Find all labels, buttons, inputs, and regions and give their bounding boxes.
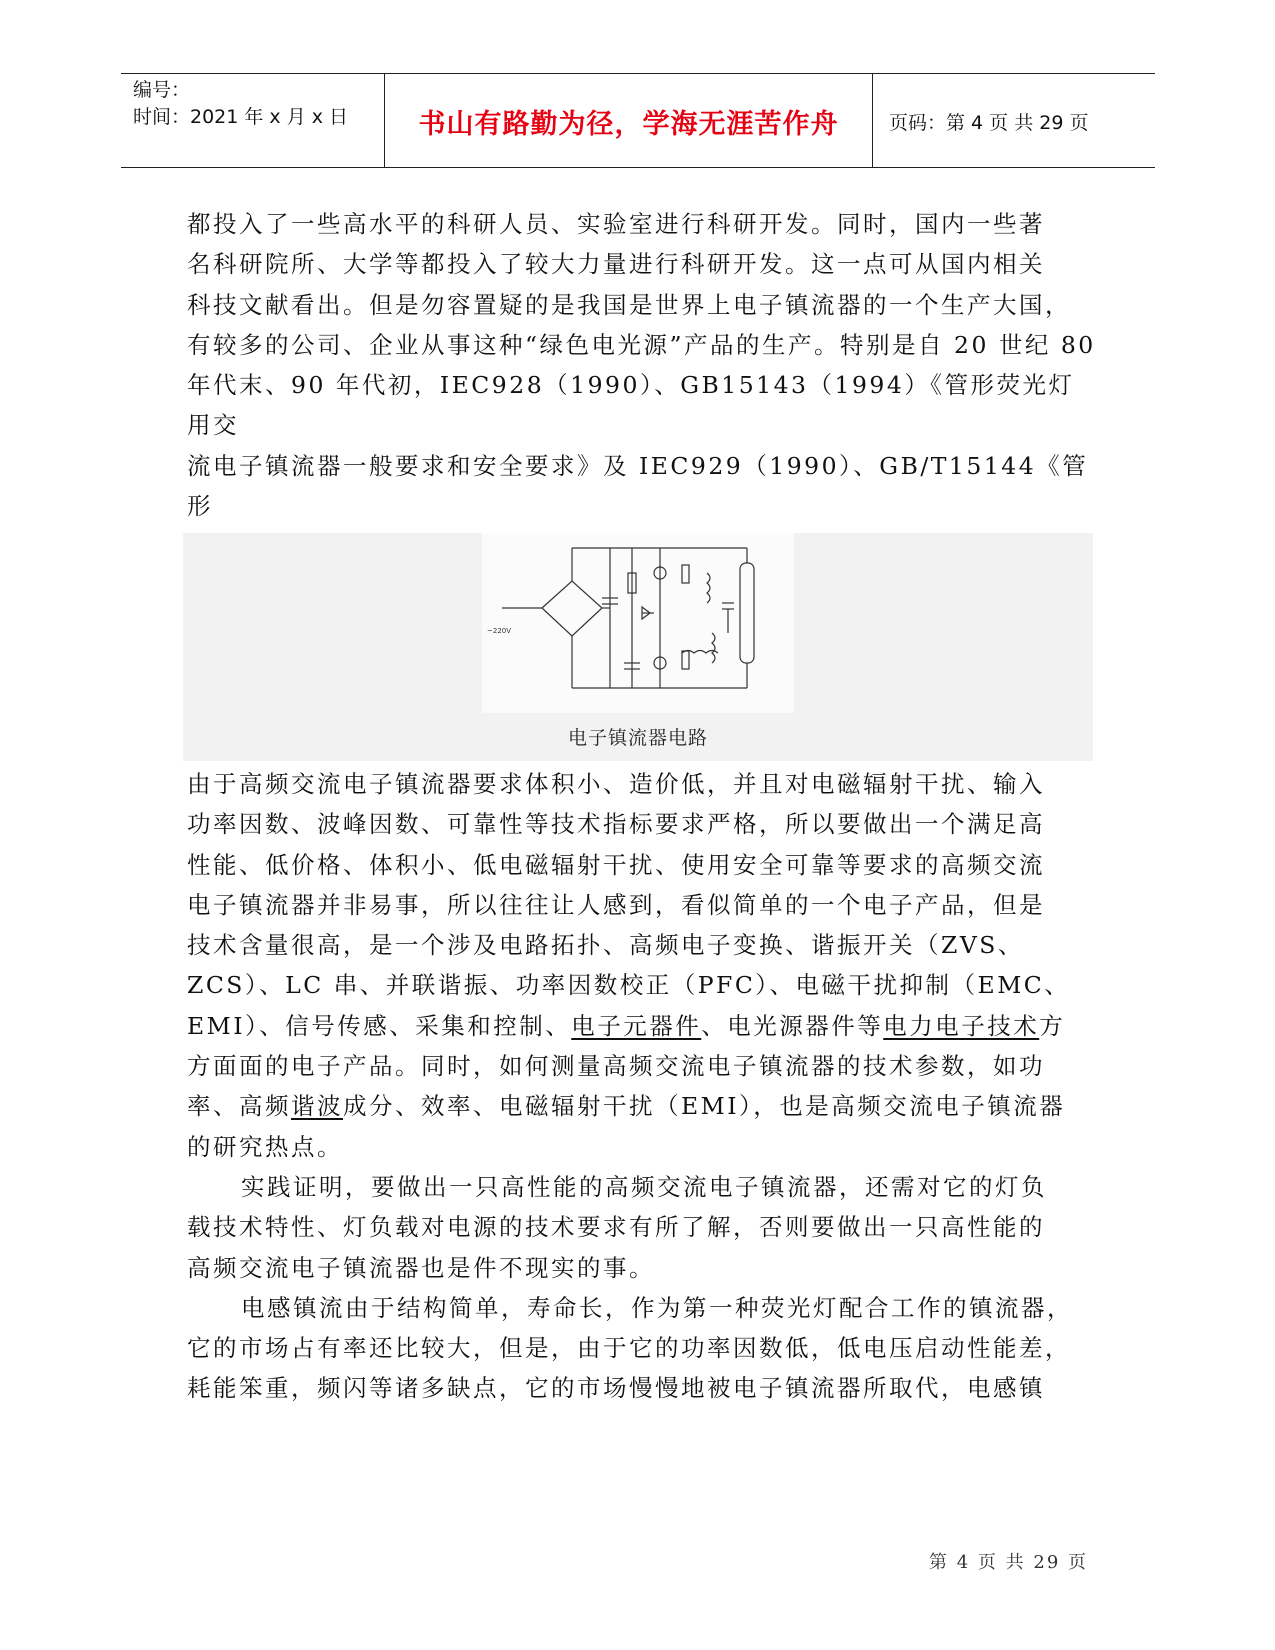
page-footer: 第 4 页 共 29 页 bbox=[929, 1552, 1088, 1573]
transformer-winding bbox=[707, 573, 710, 603]
text-line bbox=[187, 1006, 1097, 1046]
body-text-bottom bbox=[187, 764, 1097, 1409]
link-harmonics[interactable]: 谐波 bbox=[291, 1092, 343, 1121]
doc-number-label: 编号： bbox=[133, 79, 191, 101]
text-line: 都投入了一些高水平的科研人员、实验室进行科研开发。同时，国内一些著 bbox=[187, 210, 1045, 238]
text-span: 、电光源器件等 bbox=[701, 1011, 884, 1040]
text-line bbox=[187, 1086, 1097, 1126]
circuit-figure bbox=[183, 533, 1093, 761]
text-line: 技术含量很高，是一个涉及电路拓扑、高频电子变换、谐振开关（ZVS、 bbox=[187, 931, 1024, 960]
text-line: 年代末、90 年代初，IEC928（1990）、GB15143（1994）《管形荧光灯用交 bbox=[187, 371, 1075, 440]
text-span: EMI）、信号传感、采集和控制、 bbox=[187, 1011, 572, 1040]
text-line: 性能、低价格、体积小、低电磁辐射干扰、使用安全可靠等要求的高频交流 bbox=[187, 850, 1045, 879]
text-line: 有较多的公司、企业从事这种“绿色电光源”产品的生产。特别是自 20 世纪 80 bbox=[187, 330, 1096, 359]
header-motto-cell bbox=[384, 74, 873, 167]
text-span: 率、高频 bbox=[187, 1092, 291, 1121]
bridge-rectifier bbox=[542, 581, 602, 636]
header-meta bbox=[121, 74, 384, 167]
figure-caption: 电子镇流器电路 bbox=[567, 727, 708, 749]
text-span: 方 bbox=[1039, 1011, 1066, 1040]
text-line: 电感镇流由于结构简单，寿命长，作为第一种荧光灯配合工作的镇流器， bbox=[241, 1293, 1073, 1322]
header-page-cell bbox=[873, 74, 1155, 167]
text-line: 电子镇流器并非易事，所以往往让人感到，看似简单的一个电子产品，但是 bbox=[187, 890, 1045, 919]
fluorescent-tube bbox=[740, 563, 754, 663]
circuit-diagram-image bbox=[482, 533, 794, 713]
header-page-info: 页码：第 4 页 共 29 页 bbox=[889, 112, 1089, 134]
circuit-schematic bbox=[482, 533, 794, 713]
text-line: 名科研院所、大学等都投入了较大力量进行科研开发。这一点可从国内相关 bbox=[187, 250, 1045, 279]
text-line: 科技文献看出。但是勿容置疑的是我国是世界上电子镇流器的一个生产大国， bbox=[187, 290, 1071, 319]
text-line: 的研究热点。 bbox=[187, 1132, 343, 1161]
text-line: 耗能笨重，频闪等诸多缺点，它的市场慢慢地被电子镇流器所取代，电感镇 bbox=[187, 1374, 1045, 1403]
text-line: 由于高频交流电子镇流器要求体积小、造价低，并且对电磁辐射干扰、输入 bbox=[187, 770, 1045, 798]
text-line: ZCS）、LC 串、并联谐振、功率因数校正（PFC）、电磁干扰抑制（EMC、 bbox=[187, 971, 1071, 1000]
link-electronic-components[interactable]: 电子元器件 bbox=[571, 1011, 702, 1040]
text-line: 高频交流电子镇流器也是件不现实的事。 bbox=[187, 1253, 655, 1282]
text-line: 方面面的电子产品。同时，如何测量高频交流电子镇流器的技术参数，如功 bbox=[187, 1052, 1045, 1081]
link-power-electronics[interactable]: 电力电子技术 bbox=[883, 1011, 1040, 1040]
text-line: 功率因数、波峰因数、可靠性等技术指标要求严格，所以要做出一个满足高 bbox=[187, 810, 1045, 839]
page-header bbox=[121, 73, 1155, 168]
doc-time-label: 时间：2021 年 x 月 x 日 bbox=[133, 106, 349, 128]
text-line: 它的市场占有率还比较大，但是，由于它的功率因数低，低电压启动性能差， bbox=[187, 1334, 1071, 1363]
text-span: 成分、效率、电磁辐射干扰（EMI），也是高频交流电子镇流器 bbox=[343, 1092, 1066, 1121]
text-line: 实践证明，要做出一只高性能的高频交流电子镇流器，还需对它的灯负 bbox=[241, 1172, 1047, 1201]
mains-label: ~220V bbox=[487, 627, 512, 635]
text-line: 载技术特性、灯负载对电源的技术要求有所了解，否则要做出一只高性能的 bbox=[187, 1213, 1045, 1242]
text-line: 流电子镇流器一般要求和安全要求》及 IEC929（1990）、GB/T15144《管形 bbox=[187, 451, 1089, 521]
motto-text: 书山有路勤为径，学海无涯苦作舟 bbox=[418, 109, 839, 140]
